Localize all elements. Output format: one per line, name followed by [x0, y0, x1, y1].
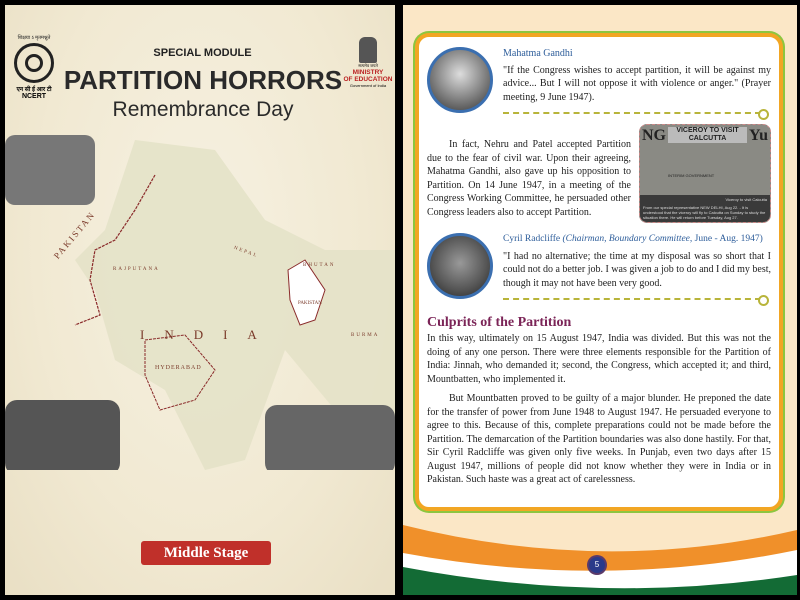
- ncert-logo: [8, 35, 60, 100]
- newspaper-left-fragment: NG: [642, 127, 666, 144]
- special-module-label: SPECIAL MODULE: [153, 47, 252, 59]
- gandhi-quote: "If the Congress wishes to accept partition, it will be against my advice... But I will not oppose it with violence or anger." (Prayer meeting, 9 June 1947).: [503, 64, 771, 103]
- nehru-block: [427, 124, 771, 223]
- map-label-hyderabad: HYDERABAD: [155, 365, 202, 371]
- map-label-india: INDIA: [140, 327, 277, 342]
- gandhi-block: [427, 47, 771, 116]
- culprits-paragraph-1: In this way, ultimately on 15 August 1947, India was divided. But this was not the doing of any one person. There were three elements responsible for the Partition of India: Jinnah, who demanded it; second, the Congress, which accepted it; and third, Mountbatten, who implemented it.: [427, 333, 771, 385]
- radcliffe-name: [503, 233, 771, 247]
- gandhi-portrait: [427, 47, 493, 113]
- map-label-burma: BURMA: [351, 333, 380, 338]
- map-label-pakistan: PAKISTAN: [51, 209, 98, 261]
- ministry-logo: [343, 37, 393, 88]
- middle-stage-badge: Middle Stage: [141, 541, 271, 565]
- radcliffe-quote: "I had no alternative; the time at my disposal was so short that I could not do a better job. I was given a job to do and I did my best, though it may not have been very good.: [503, 250, 772, 289]
- cover-page: [5, 5, 395, 595]
- ministry-line3: Government of India: [349, 83, 387, 88]
- cover-subtitle: Remembrance Day: [112, 98, 294, 121]
- photo-refugees-top: [5, 135, 95, 205]
- photo-refugees-bottom: [265, 405, 395, 470]
- section-heading: Culprits of the Partition: [427, 315, 572, 330]
- newspaper-clipping: [639, 124, 771, 223]
- nehru-paragraph: In fact, Nehru and Patel accepted Partition due to the fear of civil war. Upon their agreeing, Mahatma Gandhi, also gave up his opposition to Partition. On 14 June 1947, in a meeting of the Congress Working Committee, he persuaded other Congress leaders also to accept Partition.: [427, 139, 631, 218]
- newspaper-caption-bar: [640, 195, 770, 222]
- quote-divider-2: [503, 298, 761, 300]
- national-emblem-icon: [359, 37, 377, 63]
- tricolor-waves: [403, 505, 797, 595]
- gandhi-name: Mahatma Gandhi: [503, 48, 573, 59]
- newspaper-right-fragment: Yu: [749, 127, 768, 144]
- radcliffe-name-text: Cyril Radcliffe: [503, 234, 561, 244]
- quote-divider: [503, 112, 761, 114]
- map-label-bhutan: BHUTAN: [303, 263, 336, 268]
- map-label-nepal: NEPAL: [232, 245, 259, 260]
- radcliffe-block: [427, 233, 771, 302]
- india-map: [5, 130, 395, 470]
- radcliffe-dates: June - Aug. 1947): [694, 234, 763, 244]
- content-frame: [415, 33, 783, 511]
- page-number: 5: [589, 557, 605, 573]
- ncert-emblem-icon: [14, 43, 54, 83]
- ministry-line2: OF EDUCATION: [343, 76, 393, 83]
- content-page: [403, 5, 797, 595]
- newspaper-headline: VICEROY TO VISIT CALCUTTA: [668, 127, 747, 143]
- ncert-name: NCERT: [21, 93, 47, 100]
- ministry-motto: सत्यमेव जयते: [358, 63, 378, 68]
- ministry-line1: MINISTRY: [352, 69, 384, 76]
- radcliffe-role: (Chairman, Boundary Committee,: [562, 234, 693, 244]
- radcliffe-portrait: [427, 233, 493, 299]
- newspaper-subhead: INTERIM GOVERNMENT: [668, 173, 715, 178]
- ncert-hindi: एन सी ई आर टी: [16, 87, 52, 93]
- newspaper-caption: From our special representative NEW DELHI, Aug 22. - It is understood that the viceroy will fly to Calcutta on Sunday to study the situation there. He will return before Tuesday, Aug 27.: [643, 205, 766, 220]
- cover-title: PARTITION HORRORS: [63, 65, 343, 95]
- culprits-paragraph-2: But Mountbatten proved to be guilty of a major blunder. He preponed the date for the transfer of power from June 1948 to August 1947. He persuaded everyone to agree to this. Because of this, complete preparations could not be made before the Partition. The demarcation of the Partition boundaries was also done hastily. For that, Sir Cyril Radcliffe was given only five weeks. In Punjab, even two days after 15 August 1947, millions of people did not know whether they were in India or in Pakistan. Such haste was a great act of carelessness.: [427, 393, 771, 485]
- photo-train: [5, 400, 120, 470]
- map-label-east-pakistan: PAKISTAN: [298, 301, 322, 306]
- map-label-rajputana: RAJPUTANA: [113, 267, 160, 272]
- ncert-motto: शिक्षया ऽ मृतमश्नुते: [17, 35, 51, 41]
- newspaper-caption-title: Viceroy to visit Calcutta: [725, 197, 767, 202]
